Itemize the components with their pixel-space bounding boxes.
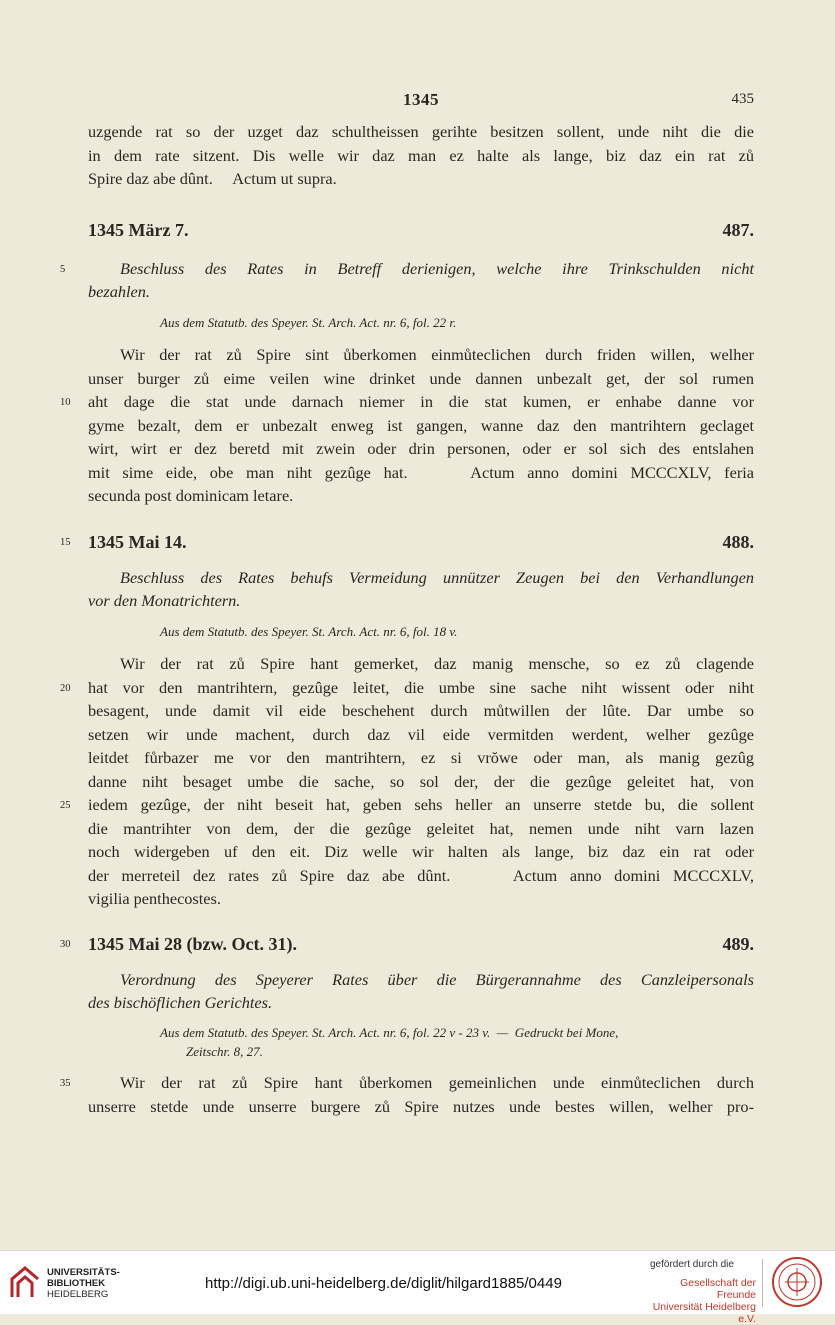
library-name[interactable]: UNIVERSITÄTS- BIBLIOTHEK HEIDELBERG <box>47 1267 120 1300</box>
society-name[interactable]: Gesellschaft der Freunde Universität Heidelberg e.V. <box>652 1277 756 1325</box>
permalink-url[interactable]: http://digi.ub.uni-heidelberg.de/diglit/hilgard1885/0449 <box>205 1275 562 1292</box>
text-line: 20 hat vor den mantrihtern, gezûge leitet, die umbe sine sache niht wissent oder niht <box>88 676 754 700</box>
intro-paragraph <box>88 120 754 191</box>
entry-body-489 <box>60 1071 754 1118</box>
funded-by-label: gefördert durch die <box>650 1259 734 1270</box>
text-line: vigilia penthecostes. <box>88 889 221 908</box>
text-line: wirt, wirt er dez beretd mit zwein oder drin personen, oder er sol sich des entslahen <box>88 439 754 458</box>
entry-source-488 <box>160 622 754 641</box>
entry-heading-488 <box>60 532 754 556</box>
text-line: in dem rate sitzent. Dis welle wir daz man ez halte als lange, biz daz ein rat zů <box>88 145 754 165</box>
footer-divider <box>762 1259 763 1307</box>
text-line: unser burger zů eime veilen wine drinket unde dannen unbezalt get, der sol rumen <box>88 368 754 388</box>
title-line: vor den Monatrichtern. <box>88 591 241 610</box>
title-line: Beschluss des Rates behufs Vermeidung unnützer Zeugen bei den Verhandlungen <box>120 568 754 587</box>
running-header <box>88 90 754 112</box>
entry-number: 489. <box>722 934 754 954</box>
entry-title-488 <box>88 566 754 612</box>
text-line: mit sime eide, obe man niht gezûge hat. Actum anno domini MCCCXLV, feria <box>88 462 754 482</box>
title-line: des bischöflichen Gerichtes. <box>88 993 273 1012</box>
header-year: 1345 <box>403 90 439 109</box>
line-number: 20 <box>60 682 71 694</box>
title-line: Verordnung des Speyerer Rates über die Bürgerannahme des Canzleipersonals <box>120 970 754 989</box>
entry-heading-489 <box>60 934 754 958</box>
title-line: 5 Beschluss des Rates in Betreff derienigen, welche ihre Trinkschulden nicht <box>88 257 754 280</box>
line-number: 10 <box>60 397 71 408</box>
text-line: danne niht besaget umbe die sache, so sol der, der die gezûge geleitet hat, von <box>88 771 754 791</box>
line-number: 25 <box>60 800 71 811</box>
title-line: bezahlen. <box>88 282 150 301</box>
text-line: noch widergeben uf den eit. Diz welle wir halten als lange, biz daz ein rat oder <box>88 842 754 861</box>
text-line: 25 iedem gezûge, der niht beseit hat, geben sehs heller an unserre stetde bu, die sollent <box>88 793 754 817</box>
text-line: leitdet fůrbazer me vor den mantrihtern, ez si vrŏwe oder man, als manig gezûg <box>88 748 754 767</box>
entry-heading-487 <box>88 220 754 244</box>
text-line: 10 aht dage die stat unde darnach niemer in die stat kumen, er enhabe danne vor <box>88 390 754 414</box>
text-line: gyme bezalt, dem er unbezalt enweg ist gangen, wanne daz den mantrihtern geclaget <box>88 415 754 435</box>
line-number: 30 <box>60 939 71 950</box>
text-line: Spire daz abe dûnt. Actum ut supra. <box>88 169 337 188</box>
line-number: 35 <box>60 1078 71 1089</box>
entry-title-487 <box>60 257 754 303</box>
source-line: Aus dem Statutb. des Speyer. St. Arch. Act. nr. 6, fol. 22 v - 23 v. — Gedruckt bei Mone, <box>160 1025 619 1040</box>
entry-date: 1345 Mai 14. <box>88 532 187 552</box>
text-line: unserre stetde unde unserre burgere zů Spire nutzes unde bestes willen, welher pro- <box>88 1096 754 1116</box>
text-line: besagent, unde damit vil eide beschehent durch můtwillen der lûte. Dar umbe so <box>88 701 754 720</box>
entry-number: 488. <box>722 532 754 552</box>
entry-body-488 <box>60 652 754 911</box>
entry-body-487 <box>60 343 754 508</box>
source-line: Zeitschr. 8, 27. <box>186 1044 263 1059</box>
entry-source-487 <box>160 313 754 332</box>
text-line: die mantrihter von dem, der die gezûge geleitet hat, nemen unde niht varn lazen <box>88 818 754 838</box>
source-line: Aus dem Statutb. des Speyer. St. Arch. Act. nr. 6, fol. 18 v. <box>160 624 458 639</box>
entry-title-489 <box>88 968 754 1014</box>
text-line: setzen wir unde machent, durch daz vil eide vermitden werdent, welher gezûge <box>88 724 754 744</box>
source-line: Aus dem Statutb. des Speyer. St. Arch. Act. nr. 6, fol. 22 r. <box>160 315 457 330</box>
entry-date: 1345 März 7. <box>88 220 189 240</box>
text-line: secunda post dominicam letare. <box>88 486 294 505</box>
text-line: der merreteil dez rates zů Spire daz abe dûnt. Actum anno domini MCCCXLV, <box>88 865 754 885</box>
text-line: 35 Wir der rat zů Spire hant ůberkomen gemeinlichen unde einmůteclichen durch <box>88 1071 754 1095</box>
text-line: Wir der rat zů Spire hant gemerket, daz manig mensche, so ez zů clagende <box>120 654 754 673</box>
entry-date: 1345 Mai 28 (bzw. Oct. 31). <box>88 934 297 954</box>
entry-number: 487. <box>722 220 754 240</box>
footer-bar <box>0 1250 835 1325</box>
entry-source-489 <box>160 1023 754 1061</box>
text-line: uzgende rat so der uzget daz schultheissen gerihte besitzen sollent, unde niht die die <box>88 122 754 141</box>
university-library-logo-icon[interactable] <box>9 1265 41 1299</box>
page-number: 435 <box>731 91 754 107</box>
text-line: Wir der rat zů Spire sint ůberkomen einmůteclichen durch friden willen, welher <box>120 345 754 364</box>
line-number: 5 <box>60 264 66 275</box>
line-number: 15 <box>60 537 71 548</box>
university-seal-icon <box>771 1256 823 1308</box>
